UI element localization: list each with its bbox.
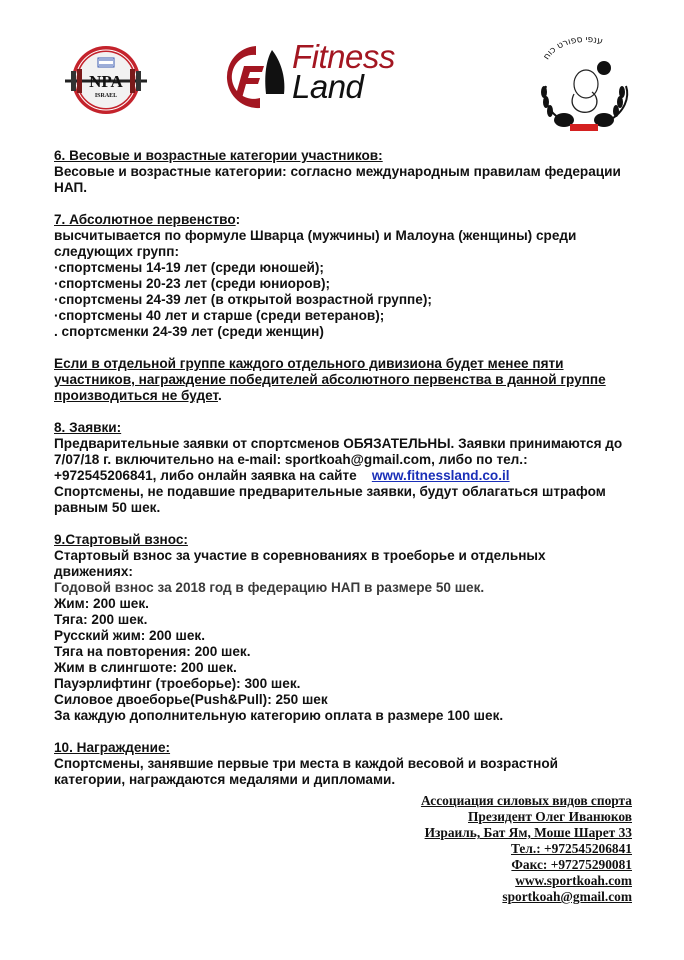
signature-block xyxy=(421,793,632,905)
section-7-group-item: ·спортсмены 20-23 лет (среди юниоров); xyxy=(54,276,331,291)
section-7-note-period: . xyxy=(217,388,222,403)
section-7-note-last-row xyxy=(54,388,644,404)
section-7-note-line: участников, награждение победителей абсолютного первенства в данной группе xyxy=(54,372,606,387)
section-6-line: Весовые и возрастные категории: согласно международным правилам федерации xyxy=(54,164,621,179)
section-9-fee-item: Силовое двоеборье(Push&Pull): 250 шек xyxy=(54,692,328,707)
koah-sports-logo xyxy=(528,36,638,136)
section-8-line: Спортсмены, не подавшие предварительные заявки, будут облагаться штрафом xyxy=(54,484,606,499)
section-6-line: НАП. xyxy=(54,180,88,195)
section-7-group-item: ·спортсмены 14-19 лет (среди юношей); xyxy=(54,260,324,275)
section-9-fee-item: Пауэрлифтинг (троеборье): 300 шек. xyxy=(54,676,301,691)
section-9-fee-item: Русский жим: 200 шек. xyxy=(54,628,205,643)
fitnessland-website-link[interactable]: www.fitnessland.co.il xyxy=(371,468,510,483)
section-7-title-colon: : xyxy=(235,212,241,227)
section-9-title: 9.Стартовый взнос: xyxy=(54,532,188,547)
section-7-line: следующих групп: xyxy=(54,244,179,259)
section-7-note-line: Если в отдельной группе каждого отдельного дивизиона будет менее пяти xyxy=(54,356,564,371)
signature-organization: Ассоциация силовых видов спорта xyxy=(420,793,632,808)
section-9-fee-item: Жим в слингшоте: 200 шек. xyxy=(54,660,237,675)
section-8-line: 7/07/18 г. включительно на e-mail: sportkoah@gmail.com, либо по тел.: xyxy=(54,452,528,467)
section-10-line: категории, награждаются медалями и дипломами. xyxy=(54,772,396,787)
section-7-group-item: ·спортсмены 40 лет и старше (среди ветеранов); xyxy=(54,308,385,323)
signature-president: Президент Олег Иванюков xyxy=(468,809,632,824)
section-8-line: Предварительные заявки от спортсменов ОБЯЗАТЕЛЬНЫ. Заявки принимаются до xyxy=(54,436,623,451)
section-9-line: движениях: xyxy=(54,564,133,579)
fitness-land-emblem-icon xyxy=(220,42,292,112)
signature-phone: Тел.: +972545206841 xyxy=(510,841,632,856)
section-10-title: 10. Награждение: xyxy=(54,740,171,755)
fitness-land-logo xyxy=(220,38,420,112)
signature-website[interactable]: www.sportkoah.com xyxy=(515,873,632,888)
section-7-group-item: . спортсменки 24-39 лет (среди женщин) xyxy=(54,324,324,339)
section-9-fee-item: Тяга: 200 шек. xyxy=(54,612,148,627)
section-8-title: 8. Заявки: xyxy=(54,420,122,435)
signature-address: Израиль, Бат Ям, Моше Шарет 33 xyxy=(424,825,632,840)
section-9-line: Стартовый взнос за участие в соревнованиях в троеборье и отдельных xyxy=(54,548,546,563)
section-7-title: 7. Абсолютное первенство xyxy=(54,212,236,227)
npa-logo-subtext: ISRAEL xyxy=(94,93,118,99)
koah-logo-text: ענפי ספורט כוח xyxy=(541,36,604,62)
fitness-land-logo-line1: Fitness xyxy=(292,38,395,75)
section-8-line-with-link xyxy=(54,468,644,484)
npa-logo-text: NPA xyxy=(89,72,123,91)
section-9-fee-item: Тяга на повторения: 200 шек. xyxy=(54,644,251,659)
signature-fax: Факс: +97275290081 xyxy=(511,857,632,872)
document-body xyxy=(54,148,644,788)
section-10-line: Спортсмены, занявшие первые три места в каждой весовой и возрастной xyxy=(54,756,558,771)
section-8-line: равным 50 шек. xyxy=(54,500,161,515)
section-7-title-row xyxy=(54,212,644,228)
fitness-land-logo-line2: Land xyxy=(292,68,364,105)
section-9-annual-fee: Годовой взнос за 2018 год в федерацию НАП в размере 50 шек. xyxy=(54,580,485,595)
section-7-group-item: ·спортсмены 24-39 лет (в открытой возрастной группе); xyxy=(54,292,432,307)
npa-israel-logo xyxy=(65,42,147,118)
section-8-line: +972545206841, либо онлайн заявка на сайте xyxy=(54,468,357,483)
section-7-note-line: производиться не будет xyxy=(54,388,218,403)
header-logos xyxy=(0,0,684,140)
signature-email[interactable]: sportkoah@gmail.com xyxy=(502,889,632,904)
section-6-title: 6. Весовые и возрастные категории участников: xyxy=(54,148,383,163)
section-9-fee-item: За каждую дополнительную категорию оплата в размере 100 шек. xyxy=(54,708,504,723)
section-7-line: высчитывается по формуле Шварца (мужчины) и Малоуна (женщины) среди xyxy=(54,228,577,243)
section-9-fee-item: Жим: 200 шек. xyxy=(54,596,149,611)
